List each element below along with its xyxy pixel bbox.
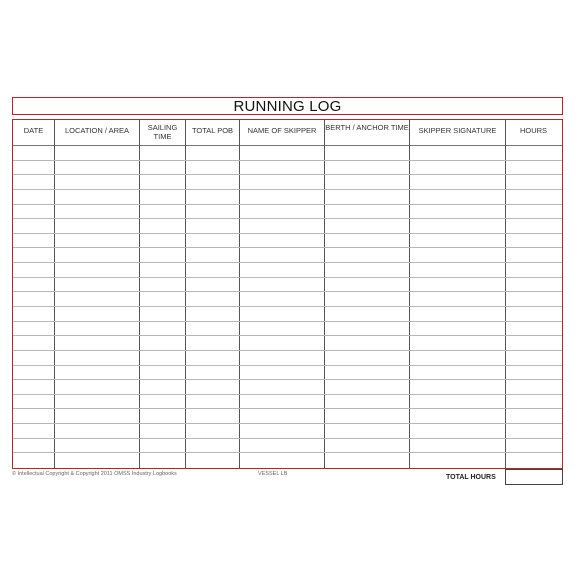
page-title: RUNNING LOG [233,97,342,115]
running-log-table [12,119,563,469]
table-row-rule [13,174,562,175]
table-row-rule [13,277,562,278]
column-divider [239,120,240,468]
column-header-date: DATE [23,126,44,135]
column-header-hours: HOURS [519,126,548,135]
column-divider [505,120,506,468]
table-row-rule [13,438,562,439]
total-hours-field[interactable] [505,469,563,485]
column-header-location: LOCATION / AREA [64,126,130,135]
column-divider [324,120,325,468]
table-row-rule [13,306,562,307]
table-row-rule [13,350,562,351]
table-row-rule [13,233,562,234]
header-divider [13,145,562,146]
table-row-rule [13,365,562,366]
column-divider [409,120,410,468]
column-header-berth-anchor-time: BERTH / ANCHOR TIME [325,123,409,132]
column-divider [185,120,186,468]
table-row-rule [13,335,562,336]
copyright-notice: © Intellectual Copyright & Copyright 2011 OMSS Industry Logbooks [12,471,177,477]
table-row-rule [13,452,562,453]
reference-code: VESSEL LB [258,471,288,477]
column-header-total-pob: TOTAL POB [191,126,234,135]
table-row-rule [13,321,562,322]
total-hours-label: TOTAL HOURS [446,474,496,481]
table-row-rule [13,262,562,263]
table-row-rule [13,189,562,190]
table-row-rule [13,218,562,219]
column-divider [139,120,140,468]
table-row-rule [13,160,562,161]
table-row-rule [13,291,562,292]
table-row-rule [13,408,562,409]
table-row-rule [13,204,562,205]
table-row-rule [13,379,562,380]
column-divider [54,120,55,468]
column-header-skipper-signature: SKIPPER SIGNATURE [418,126,497,135]
table-row-rule [13,423,562,424]
column-header-skipper-name: NAME OF SKIPPER [247,126,317,135]
column-header-sailing-time: SAILING TIME [147,123,178,141]
table-row-rule [13,394,562,395]
title-bar [12,97,563,115]
table-row-rule [13,247,562,248]
